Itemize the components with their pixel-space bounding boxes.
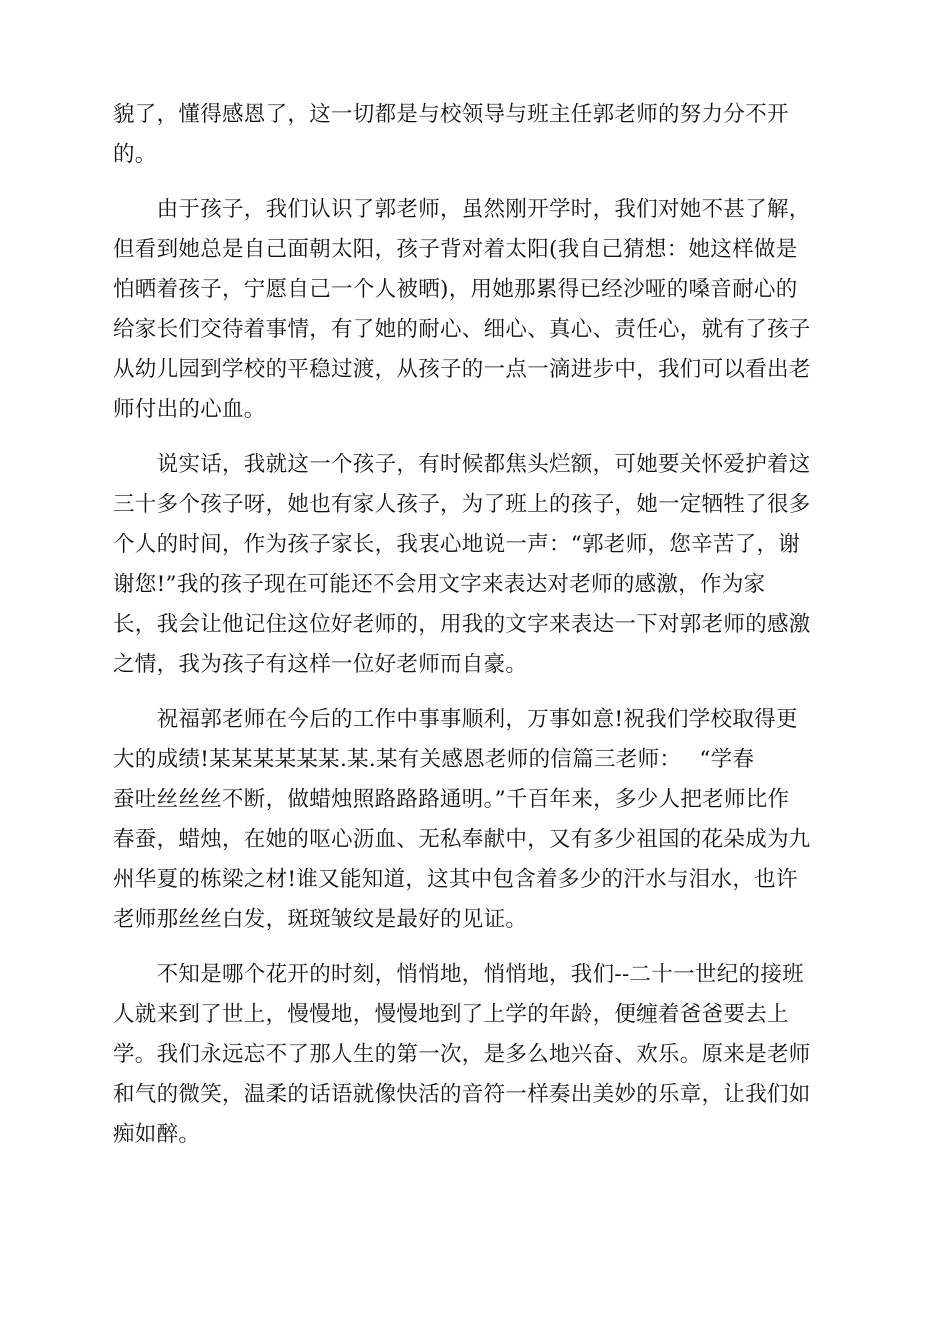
text-line: 从幼儿园到学校的平稳过渡，从孩子的一点一滴进步中，我们可以看出老 <box>113 357 811 382</box>
paragraph-5 <box>113 955 835 1155</box>
text-line: 谢您!”我的孩子现在可能还不会用文字来表达对老师的感激，作为家 <box>113 572 766 597</box>
text-line: 祝福郭老师在今后的工作中事事顺利，万事如意!祝我们学校取得更 <box>113 707 798 732</box>
text-line: 个人的时间，作为孩子家长，我衷心地说一声：“郭老师，您辛苦了，谢 <box>113 532 801 557</box>
text-line: 的。 <box>113 142 157 167</box>
paragraph-4 <box>113 700 835 940</box>
text-line: 不知是哪个花开的时刻，悄悄地，悄悄地，我们--二十一世纪的接班 <box>113 962 804 987</box>
text-line: 但看到她总是自己面朝太阳，孩子背对着太阳(我自己猜想：她这样做是 <box>113 237 798 262</box>
text-line: 给家长们交待着事情，有了她的耐心、细心、真心、责任心，就有了孩子 <box>113 317 811 342</box>
paragraph-3 <box>113 445 835 685</box>
text-line: 之情，我为孩子有这样一位好老师而自豪。 <box>113 652 528 677</box>
text-line: 人就来到了世上，慢慢地，慢慢地到了上学的年龄，便缠着爸爸要去上 <box>113 1002 789 1027</box>
text-line: 貌了，懂得感恩了，这一切都是与校领导与班主任郭老师的努力分不开 <box>113 102 789 127</box>
text-line: 说实话，我就这一个孩子，有时候都焦头烂额，可她要关怀爱护着这 <box>113 452 811 477</box>
text-line: 州华夏的栋梁之材!谁又能知道，这其中包含着多少的汗水与泪水，也许 <box>113 867 798 892</box>
text-line: 由于孩子，我们认识了郭老师，虽然刚开学时，我们对她不甚了解， <box>113 197 811 222</box>
paragraph-1 <box>113 95 835 175</box>
text-line: 师付出的心血。 <box>113 397 266 422</box>
text-line: 痴如醉。 <box>113 1122 201 1147</box>
text-line: 三十多个孩子呀，她也有家人孩子，为了班上的孩子，她一定牺牲了很多 <box>113 492 811 517</box>
text-line: 老师那丝丝白发，斑斑皱纹是最好的见证。 <box>113 907 528 932</box>
text-line: 长，我会让他记住这位好老师的，用我的文字来表达一下对郭老师的感激 <box>113 612 811 637</box>
text-line: 蚕吐丝丝丝不断，做蜡烛照路路路通明。”千百年来，多少人把老师比作 <box>113 787 790 812</box>
text-line: 和气的微笑，温柔的话语就像快活的音符一样奏出美妙的乐章，让我们如 <box>113 1082 811 1107</box>
paragraph-2 <box>113 190 835 430</box>
text-line: 春蚕，蜡烛，在她的呕心沥血、无私奉献中，又有多少祖国的花朵成为九 <box>113 827 811 852</box>
text-line: 学。我们永远忘不了那人生的第一次，是多么地兴奋、欢乐。原来是老师 <box>113 1042 811 1067</box>
text-line: 怕晒着孩子，宁愿自己一个人被晒)，用她那累得已经沙哑的嗓音耐心的 <box>113 277 798 302</box>
text-line: 大的成绩!某某某某某某.某.某有关感恩老师的信篇三老师： “学春 <box>113 747 755 772</box>
document-body <box>113 95 835 1170</box>
